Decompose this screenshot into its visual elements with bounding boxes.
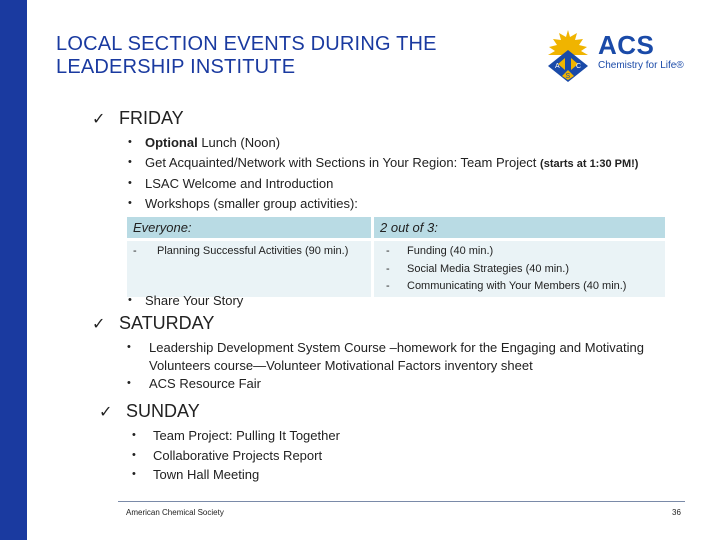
table-header-everyone: Everyone: [127, 217, 371, 238]
bullet-icon: • [132, 429, 136, 441]
list-item-continuation: Volunteers course—Volunteer Motivational Factors inventory sheet [149, 357, 533, 373]
acs-tagline: Chemistry for Life® [598, 60, 684, 71]
page-title: LOCAL SECTION EVENTS DURING THE LEADERSHIP INSTITUTE [56, 33, 437, 78]
table-item: - Social Media Strategies (40 min.) [386, 261, 665, 279]
workshops-table [127, 217, 665, 297]
bullet-icon: • [132, 448, 136, 461]
page-number: 36 [672, 508, 681, 517]
saturday-heading [92, 313, 214, 334]
checkmark-icon: ✓ [92, 316, 106, 333]
list-item: • ACS Resource Fair [127, 376, 261, 391]
bullet-icon: • [128, 294, 132, 306]
list-item: • Share Your Story [128, 291, 243, 311]
checkmark-icon: ✓ [99, 404, 113, 421]
friday-list-extra [128, 291, 243, 311]
saturday-heading-label: SATURDAY [119, 313, 215, 333]
list-item: • Team Project: Pulling It Together [132, 426, 340, 446]
acs-wordmark: ACS [598, 30, 655, 60]
footer-divider [118, 501, 685, 502]
list-item: • Leadership Development System Course –homework for the Engaging and Motivating [127, 340, 644, 355]
dash-icon: - [386, 280, 390, 292]
sunday-heading-label: SUNDAY [126, 401, 200, 421]
dash-icon: - [386, 245, 390, 257]
table-header-two-of-three: 2 out of 3: [374, 217, 665, 238]
dash-icon: - [386, 262, 390, 275]
left-accent-bar [0, 0, 27, 540]
bullet-icon: • [132, 468, 136, 480]
table-item: - Planning Successful Activities (90 min.) [133, 243, 371, 261]
bullet-icon: • [128, 177, 132, 189]
table-item: - Funding (40 min.) [386, 243, 665, 261]
table-cell-two-of-three [374, 241, 665, 297]
table-item: - Communicating with Your Members (40 min.) [386, 278, 665, 296]
bullet-icon: • [128, 136, 132, 148]
acs-logo [540, 28, 690, 82]
list-item: • LSAC Welcome and Introduction [128, 174, 638, 194]
list-item: • Get Acquainted/Network with Sections in Your Region: Team Project (starts at 1:30 PM!) [128, 153, 638, 175]
sunday-heading [99, 401, 200, 422]
saturday-list [127, 339, 644, 393]
checkmark-icon: ✓ [92, 111, 106, 128]
sunday-list [132, 426, 340, 485]
bullet-icon: • [127, 377, 131, 389]
dash-icon: - [133, 245, 137, 257]
seal-letter-a: A [555, 63, 560, 70]
seal-letter-c: C [576, 63, 582, 70]
friday-heading [92, 108, 184, 129]
friday-list [128, 133, 638, 213]
table-cell-everyone [127, 241, 371, 297]
bullet-icon: • [128, 196, 132, 209]
friday-heading-label: FRIDAY [119, 108, 184, 128]
list-item: • Collaborative Projects Report [132, 446, 340, 466]
footer-organization: American Chemical Society [126, 508, 224, 517]
seal-letter-s: S [565, 73, 571, 80]
list-item: • Optional Lunch (Noon) [128, 133, 638, 153]
acs-seal-icon [540, 28, 596, 82]
list-item: • Town Hall Meeting [132, 465, 340, 485]
bullet-icon: • [127, 341, 131, 353]
bullet-icon: • [128, 155, 132, 168]
list-item: • Workshops (smaller group activities): [128, 194, 638, 214]
